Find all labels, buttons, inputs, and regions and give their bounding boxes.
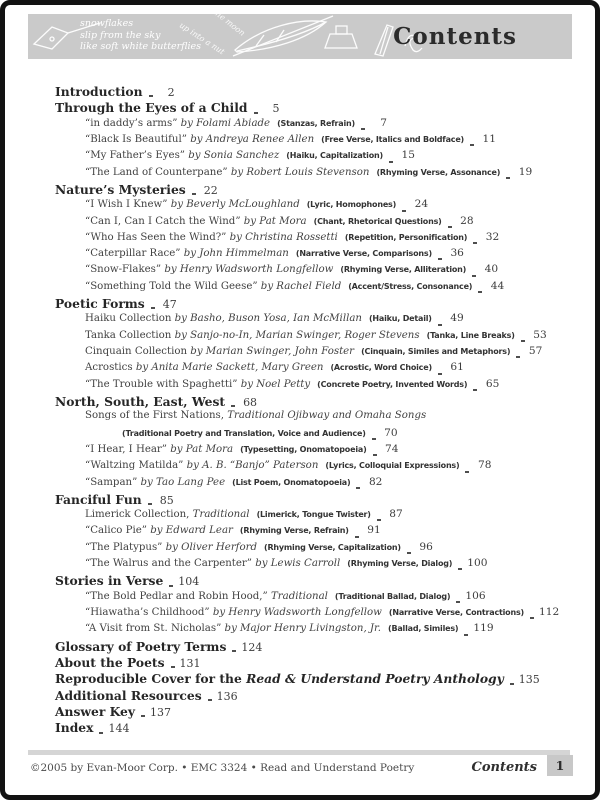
dot-leader: [458, 568, 462, 570]
toc-entry-text: Traditional: [271, 590, 328, 602]
toc-entry-text: Read & Understand Poetry Anthology: [246, 671, 504, 687]
toc-row: [55, 476, 533, 492]
page-title: Contents: [393, 23, 517, 50]
toc-entry-text: Answer Key: [55, 703, 135, 719]
toc-entry-text: Limerick Collection,: [85, 509, 193, 521]
dot-leader: [478, 291, 482, 293]
toc-row: [55, 639, 533, 655]
toc-annotation: (Rhyming Verse, Assonance): [376, 167, 501, 177]
toc-row: [55, 133, 533, 149]
toc-entry-text: “Sampan”: [85, 476, 141, 488]
toc-row: [55, 508, 533, 524]
toc-annotation: (Haiku, Detail): [368, 314, 432, 324]
toc-row: [55, 394, 533, 410]
toc-entry-text: Reproducible Cover for the: [55, 671, 247, 687]
toc-page-number: 131: [179, 656, 201, 670]
toc-row: [55, 345, 543, 361]
toc-page-number: 65: [485, 377, 500, 390]
toc-row: [55, 720, 533, 736]
dot-leader: [208, 699, 212, 701]
dot-leader: [530, 617, 534, 619]
toc-entry-text: by Marian Swinger, John Foster: [190, 346, 355, 357]
toc-list: [55, 84, 560, 737]
dot-leader: [510, 683, 514, 685]
toc-row: [55, 361, 533, 377]
toc-entry-text: About the Poets: [55, 654, 165, 670]
toc-page-number: 85: [159, 493, 174, 507]
toc-row: [55, 378, 533, 394]
toc-page-number: 119: [473, 622, 494, 635]
toc-page-number: 74: [385, 442, 399, 455]
footer-copyright: ©2005 by Evan-Moor Corp. • EMC 3324 • Read and Understand Poetry: [30, 762, 415, 774]
toc-row: [55, 671, 540, 687]
toc-page-number: 144: [108, 722, 130, 736]
toc-page-number: 61: [450, 361, 464, 374]
toc-annotation: (Narrative Verse, Comparisons): [295, 249, 432, 259]
toc-entry-text: “The Trouble with Spaghetti”: [85, 378, 241, 390]
toc-entry-text: Poetic Forms: [55, 296, 145, 312]
toc-entry-text: “Can I, Can I Catch the Wind”: [85, 215, 244, 227]
toc-entry-text: “Hiawatha’s Childhood”: [85, 607, 213, 618]
toc-page-number: 68: [243, 395, 258, 409]
toc-page-number: 28: [460, 214, 474, 227]
toc-page-number: 82: [368, 475, 383, 488]
toc-row: [55, 410, 533, 426]
toc-entry-text: “Snow-Flakes”: [85, 264, 165, 276]
toc-entry-text: by John Himmelman: [183, 248, 289, 260]
toc-entry-text: Through the Eyes of a Child: [55, 100, 248, 116]
dot-leader: [171, 666, 175, 668]
toc-page-number: 49: [450, 312, 464, 325]
toc-entry-text: by Sanjo-no-In, Marian Swinger, Roger Stevens: [174, 329, 420, 341]
toc-row: [55, 459, 533, 475]
toc-annotation: (Stanzas, Refrain): [277, 118, 355, 128]
dot-leader: [254, 112, 258, 114]
page-inner: [5, 5, 595, 795]
dot-leader: [355, 536, 359, 538]
dot-leader: [464, 634, 468, 636]
toc-annotation: (Narrative Verse, Contractions): [388, 608, 524, 617]
toc-entry-text: “A Visit from St. Nicholas”: [85, 623, 225, 635]
toc-annotation: (Rhyming Verse, Refrain): [239, 526, 349, 536]
toc-row: [55, 524, 533, 540]
toc-entry-text: by Major Henry Livingston, Jr.: [224, 623, 381, 635]
toc-entry-text: Stories in Verse: [55, 573, 164, 589]
dot-leader: [141, 715, 145, 717]
toc-page-number: 137: [149, 705, 171, 719]
toc-entry-text: Cinquain Collection: [85, 346, 191, 357]
toc-entry-text: “in daddy’s arms”: [85, 117, 181, 129]
toc-entry-text: “Waltzing Matilda”: [85, 460, 187, 472]
dot-leader: [407, 552, 411, 554]
dot-leader: [389, 161, 393, 163]
toc-annotation: (Limerick, Tongue Twister): [256, 510, 371, 520]
banner-script-fragment: the moon: [211, 7, 247, 38]
toc-entry-text: “The Platypus”: [85, 541, 166, 553]
toc-annotation: (List Poem, Onomatopoeia): [232, 477, 351, 487]
toc-entry-text: Glossary of Poetry Terms: [55, 638, 227, 654]
toc-entry-text: Haiku Collection: [85, 313, 175, 325]
toc-entry-text: by Pat Mora: [170, 443, 234, 455]
toc-annotation: (Concrete Poetry, Invented Words): [317, 379, 468, 389]
toc-row: [55, 100, 533, 116]
toc-entry-text: “Caterpillar Race”: [85, 248, 184, 260]
toc-page-number: 96: [419, 540, 433, 553]
toc-row: [55, 328, 547, 345]
toc-entry-text: by Pat Mora: [243, 215, 307, 227]
dot-leader: [438, 324, 442, 326]
toc-entry-text: by Tao Lang Pee: [140, 476, 226, 488]
toc-page-number: 44: [490, 279, 505, 292]
toc-row: [55, 312, 533, 328]
toc-entry-text: “The Land of Counterpane”: [85, 166, 231, 178]
toc-entry-text: “The Walrus and the Carpenter”: [85, 558, 256, 570]
toc-page-number: 19: [518, 165, 533, 178]
toc-annotation: (Lyrics, Colloquial Expressions): [325, 461, 460, 471]
toc-annotation: (Typesetting, Onomatopoeia): [240, 444, 367, 454]
toc-entry-text: Additional Resources: [55, 687, 202, 703]
dot-leader: [473, 389, 477, 391]
toc-annotation: (Haiku, Capitalization): [286, 151, 383, 161]
toc-annotation: (Lyric, Homophones): [306, 200, 397, 210]
toc-row: [55, 704, 533, 720]
fountain-pen-icon: [375, 25, 393, 56]
toc-annotation: (Cinquain, Similes and Metaphors): [361, 347, 511, 356]
toc-row: [55, 492, 533, 508]
toc-annotation: (Traditional Poetry and Translation, Voice and Audience): [122, 428, 366, 438]
toc-entry-text: Songs of the First Nations,: [85, 410, 228, 422]
footer-page-number-box: 1: [547, 755, 573, 776]
toc-row: [55, 427, 533, 443]
dot-leader: [232, 650, 236, 652]
toc-annotation: (Free Verse, Italics and Boldface): [321, 134, 465, 144]
toc-page-number: 2: [167, 86, 175, 99]
dot-leader: [470, 144, 474, 146]
toc-entry-text: by Rachel Field: [260, 280, 342, 292]
toc-entry-text: by Noel Petty: [240, 378, 311, 390]
toc-entry-text: by Henry Wadsworth Longfellow: [212, 607, 382, 618]
toc-entry-text: “My Father’s Eyes”: [85, 150, 189, 162]
dot-leader: [521, 340, 525, 342]
dot-leader: [516, 356, 520, 358]
toc-annotation: (Repetition, Personification): [344, 232, 468, 242]
toc-page-number: 7: [380, 116, 387, 129]
toc-page-number: 78: [477, 459, 492, 472]
dot-leader: [402, 210, 406, 212]
toc-page-number: 136: [216, 689, 238, 703]
toc-page-number: 112: [539, 606, 560, 618]
toc-entry-text: North, South, East, West: [55, 393, 226, 409]
toc-row: [55, 557, 533, 573]
dot-leader: [456, 601, 460, 603]
dot-leader: [148, 503, 152, 505]
dot-leader: [361, 128, 365, 130]
toc-page-number: 87: [389, 508, 403, 521]
toc-entry-text: Introduction: [55, 84, 143, 99]
dot-leader: [448, 226, 452, 228]
toc-entry-text: Fanciful Fun: [55, 491, 142, 507]
dot-leader: [149, 95, 153, 97]
toc-page-number: 15: [401, 149, 415, 162]
toc-page-number: 53: [533, 328, 547, 341]
dot-leader: [373, 454, 377, 456]
toc-page-number: 106: [465, 589, 486, 602]
toc-entry-text: “Black Is Beautiful”: [85, 133, 191, 145]
toc-entry-text: by Anita Marie Sackett, Mary Green: [135, 362, 324, 374]
dot-leader: [169, 585, 173, 587]
toc-entry-text: Traditional Ojibway and Omaha Songs: [227, 410, 427, 422]
toc-row: [55, 263, 533, 279]
toc-page-number: 70: [384, 426, 398, 439]
dot-leader: [506, 177, 510, 179]
toc-entry-text: by Basho, Buson Yosa, Ian McMillan: [174, 313, 362, 325]
dot-leader: [192, 193, 196, 195]
banner-poem-line: slip from the sky: [80, 29, 161, 41]
dot-leader: [151, 307, 155, 309]
dot-leader: [438, 373, 442, 375]
dot-leader: [99, 732, 103, 734]
dot-leader: [472, 275, 476, 277]
toc-row: [55, 182, 533, 198]
toc-row: [55, 443, 533, 459]
dot-leader: [465, 471, 469, 473]
toc-annotation: (Ballad, Similes): [388, 624, 459, 634]
dot-leader: [231, 405, 235, 407]
toc-row: [55, 149, 533, 165]
toc-entry-text: by Andreya Renee Allen: [190, 133, 315, 145]
toc-entry-text: “I Hear, I Hear”: [85, 443, 171, 455]
toc-page-number: 36: [450, 247, 464, 260]
toc-row: [55, 117, 533, 133]
toc-page-number: 91: [367, 524, 381, 537]
toc-row: [55, 198, 533, 214]
toc-entry-text: by Henry Wadsworth Longfellow: [164, 264, 334, 276]
toc-entry-text: “The Bold Pedlar and Robin Hood,”: [85, 590, 271, 602]
header-banner: [28, 7, 572, 59]
toc-page-number: 104: [178, 575, 200, 589]
toc-entry-text: Index: [55, 720, 94, 736]
toc-entry-text: “I Wish I Knew”: [85, 199, 171, 211]
toc-entry-text: by Oliver Herford: [165, 541, 257, 553]
toc-entry-text: by Christina Rossetti: [229, 231, 338, 243]
toc-entry-text: by Edward Lear: [150, 525, 233, 537]
toc-page-number: 32: [485, 230, 500, 243]
toc-row: [55, 84, 533, 100]
toc-page-number: 135: [518, 673, 540, 687]
toc-row: [55, 166, 533, 182]
toc-row: [55, 215, 533, 231]
toc-entry-text: by Robert Louis Stevenson: [230, 166, 370, 178]
toc-entry-text: by Sonia Sanchez: [188, 150, 280, 162]
toc-entry-text: “Calico Pie”: [85, 525, 151, 537]
toc-entry-text: Nature’s Mysteries: [55, 181, 186, 197]
toc-row: [55, 655, 533, 671]
banner-poem-line: like soft white butterflies: [80, 41, 202, 52]
toc-annotation: (Rhyming Verse, Alliteration): [340, 265, 467, 275]
toc-row: [55, 231, 533, 247]
toc-annotation: (Chant, Rhetorical Questions): [313, 216, 442, 226]
toc-entry-text: by Folami Abiade: [180, 117, 271, 129]
toc-annotation: (Rhyming Verse, Capitalization): [263, 542, 401, 552]
toc-page-number: 22: [203, 183, 218, 197]
dot-leader: [438, 258, 442, 260]
toc-row: [55, 247, 533, 263]
toc-entry-text: Traditional: [192, 509, 250, 521]
toc-row: [55, 280, 533, 296]
toc-row: [55, 541, 533, 557]
toc-annotation: (Rhyming Verse, Dialog): [347, 559, 453, 569]
footer-divider-bar: [28, 750, 570, 755]
toc-row: [55, 573, 533, 589]
toc-page-number: 24: [414, 198, 429, 211]
toc-entry-text: by Lewis Carroll: [255, 558, 341, 570]
toc-page-number: 124: [241, 640, 263, 654]
toc-row: [55, 688, 533, 704]
footer-section-label: Contents: [471, 760, 537, 775]
toc-page-number: 57: [528, 345, 543, 357]
banner-poem-line: snowflakes: [80, 18, 134, 29]
toc-entry-text: “Something Told the Wild Geese”: [85, 280, 261, 292]
dot-leader: [356, 487, 360, 489]
inkwell-icon: [325, 26, 357, 48]
toc-page-number: 11: [482, 132, 497, 145]
toc-row: [55, 622, 533, 638]
toc-annotation: (Traditional Ballad, Dialog): [334, 591, 451, 601]
toc-annotation: (Accent/Stress, Consonance): [348, 281, 473, 291]
toc-page-number: 47: [162, 298, 177, 312]
toc-entry-text: “Who Has Seen the Wind?”: [85, 231, 230, 243]
toc-row: [55, 296, 533, 312]
toc-page-number: 40: [484, 263, 499, 276]
toc-row: [55, 606, 560, 622]
toc-page-number: 5: [272, 102, 280, 116]
dot-leader: [377, 519, 381, 521]
toc-entry-text: Acrostics: [85, 362, 136, 374]
toc-entry-text: by A. B. “Banjo” Paterson: [186, 460, 319, 472]
toc-annotation: (Tanka, Line Breaks): [426, 330, 515, 340]
toc-entry-text: Tanka Collection: [85, 329, 175, 341]
dot-leader: [372, 438, 376, 440]
toc-row: [55, 590, 533, 606]
toc-entry-text: by Beverly McLoughland: [170, 199, 300, 211]
feather-quill-icon: [233, 16, 333, 56]
dot-leader: [473, 242, 477, 244]
toc-annotation: (Acrostic, Word Choice): [330, 363, 432, 373]
toc-page-number: 100: [467, 557, 488, 570]
banner-script-fragment: up into a nut: [177, 20, 227, 57]
